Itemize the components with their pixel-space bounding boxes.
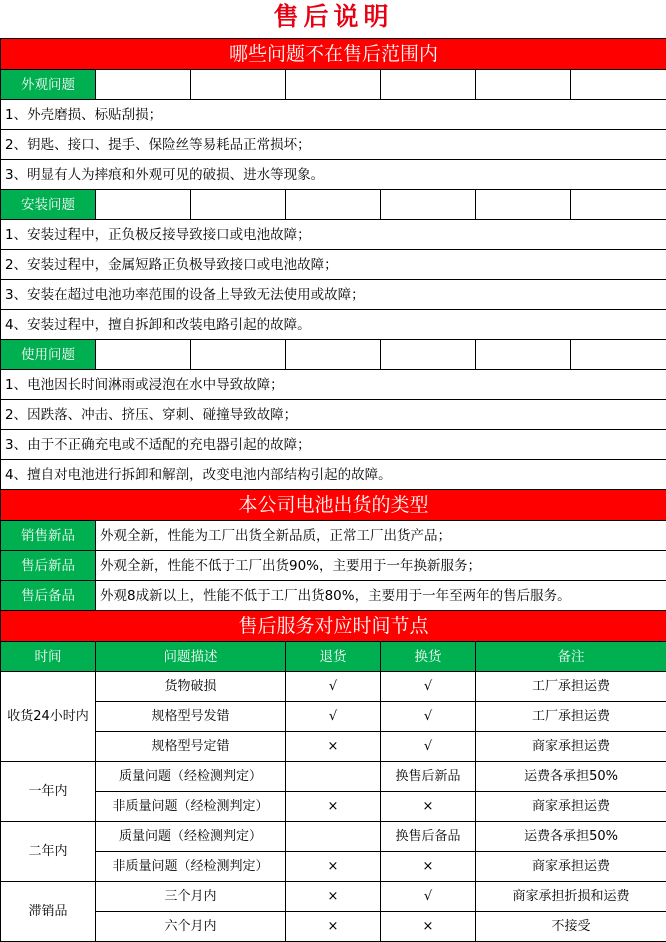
service-row (1, 672, 666, 702)
list-item (1, 430, 666, 460)
service-row (1, 762, 666, 792)
list-item (1, 250, 666, 280)
grid-cell (381, 190, 476, 220)
service-description: 六个月内 (96, 912, 286, 942)
grid-cell (96, 70, 191, 100)
grid-cell (476, 190, 571, 220)
excluded-item: 2、钥匙、接口、提手、保险丝等易耗品正常损坏； (1, 130, 666, 160)
service-time: 二年内 (1, 822, 96, 882)
service-row (1, 912, 666, 942)
excluded-item: 3、明显有人为摔痕和外观可见的破损、进水等现象。 (1, 160, 666, 190)
service-description: 非质量问题（经检测判定） (96, 792, 286, 822)
service-row (1, 732, 666, 762)
grid-cell (286, 340, 381, 370)
grid-cell (381, 70, 476, 100)
service-row (1, 882, 666, 912)
grid-cell (96, 340, 191, 370)
excluded-item: 4、擅自对电池进行拆卸和解剖，改变电池内部结构引起的故障。 (1, 460, 666, 490)
return-mark: √ (286, 672, 381, 702)
type-label: 售后备品 (1, 581, 96, 611)
excluded-item: 2、安装过程中，金属短路正负极导致接口或电池故障； (1, 250, 666, 280)
exchange-mark: × (381, 912, 476, 942)
service-description: 规格型号定错 (96, 732, 286, 762)
grid-cell (571, 190, 666, 220)
type-description: 外观全新，性能为工厂出货全新品质，正常工厂出货产品； (96, 521, 666, 551)
service-note: 工厂承担运费 (476, 702, 666, 732)
excluded-item: 1、电池因长时间淋雨或浸泡在水中导致故障； (1, 370, 666, 400)
grid-cell (191, 70, 286, 100)
list-item (1, 460, 666, 490)
exchange-mark: × (381, 792, 476, 822)
list-item (1, 160, 666, 190)
service-note: 商家承担运费 (476, 852, 666, 882)
exchange-mark: 换售后新品 (381, 762, 476, 792)
list-item (1, 400, 666, 430)
category-label: 外观问题 (1, 70, 96, 100)
service-time: 滞销品 (1, 882, 96, 942)
type-row (1, 551, 666, 581)
type-row (1, 521, 666, 551)
exchange-mark: √ (381, 702, 476, 732)
category-row (1, 190, 666, 220)
return-mark: × (286, 852, 381, 882)
title-row (1, 0, 666, 39)
grid-cell (286, 70, 381, 100)
excluded-item: 1、外壳磨损、标贴刮损； (1, 100, 666, 130)
section-heading-row (1, 611, 666, 642)
service-description: 质量问题（经检测判定） (96, 822, 286, 852)
page-title-text: 售后说明 (273, 2, 394, 31)
service-description: 非质量问题（经检测判定） (96, 852, 286, 882)
return-mark (286, 762, 381, 792)
service-row (1, 702, 666, 732)
excluded-item: 3、由于不正确充电或不适配的充电器引起的故障； (1, 430, 666, 460)
service-note: 运费各承担50% (476, 822, 666, 852)
category-label: 安装问题 (1, 190, 96, 220)
category-row (1, 340, 666, 370)
page-title (1, 0, 666, 39)
service-note: 运费各承担50% (476, 762, 666, 792)
return-mark: × (286, 732, 381, 762)
column-header-row (1, 642, 666, 672)
section-heading-row (1, 39, 666, 70)
grid-cell (571, 70, 666, 100)
type-label: 销售新品 (1, 521, 96, 551)
excluded-item: 2、因跌落、冲击、挤压、穿刺、碰撞导致故障； (1, 400, 666, 430)
service-note: 商家承担运费 (476, 732, 666, 762)
service-description: 三个月内 (96, 882, 286, 912)
exchange-mark: √ (381, 732, 476, 762)
type-description: 外观全新，性能不低于工厂出货90%，主要用于一年换新服务； (96, 551, 666, 581)
service-note: 工厂承担运费 (476, 672, 666, 702)
section-heading-row (1, 490, 666, 521)
return-mark: √ (286, 702, 381, 732)
service-heading: 售后服务对应时间节点 (1, 611, 666, 642)
list-item (1, 310, 666, 340)
service-note: 商家承担运费 (476, 792, 666, 822)
list-item (1, 100, 666, 130)
grid-cell (191, 190, 286, 220)
col-header-note: 备注 (476, 642, 666, 672)
category-label: 使用问题 (1, 340, 96, 370)
service-description: 质量问题（经检测判定） (96, 762, 286, 792)
col-header-time: 时间 (1, 642, 96, 672)
return-mark (286, 822, 381, 852)
excluded-item: 1、安装过程中，正负极反接导致接口或电池故障； (1, 220, 666, 250)
col-header-desc: 问题描述 (96, 642, 286, 672)
exchange-mark: 换售后备品 (381, 822, 476, 852)
grid-cell (191, 340, 286, 370)
service-time: 一年内 (1, 762, 96, 822)
type-description: 外观8成新以上，性能不低于工厂出货80%，主要用于一年至两年的售后服务。 (96, 581, 666, 611)
list-item (1, 220, 666, 250)
types-heading: 本公司电池出货的类型 (1, 490, 666, 521)
return-mark: × (286, 912, 381, 942)
list-item (1, 370, 666, 400)
grid-cell (476, 70, 571, 100)
category-row (1, 70, 666, 100)
grid-cell (476, 340, 571, 370)
service-description: 货物破损 (96, 672, 286, 702)
service-note: 商家承担折损和运费 (476, 882, 666, 912)
excluded-item: 3、安装在超过电池功率范围的设备上导致无法使用或故障； (1, 280, 666, 310)
type-label: 售后新品 (1, 551, 96, 581)
excluded-heading: 哪些问题不在售后范围内 (1, 39, 666, 70)
service-row (1, 822, 666, 852)
list-item (1, 280, 666, 310)
service-description: 规格型号发错 (96, 702, 286, 732)
service-time: 收货24小时内 (1, 672, 96, 762)
return-mark: × (286, 882, 381, 912)
exchange-mark: √ (381, 882, 476, 912)
grid-cell (96, 190, 191, 220)
type-row (1, 581, 666, 611)
service-row (1, 852, 666, 882)
grid-cell (381, 340, 476, 370)
service-note: 不接受 (476, 912, 666, 942)
return-mark: × (286, 792, 381, 822)
grid-cell (286, 190, 381, 220)
grid-cell (571, 340, 666, 370)
col-header-return: 退货 (286, 642, 381, 672)
list-item (1, 130, 666, 160)
exchange-mark: √ (381, 672, 476, 702)
exchange-mark: × (381, 852, 476, 882)
service-row (1, 792, 666, 822)
excluded-item: 4、安装过程中，擅自拆卸和改装电路引起的故障。 (1, 310, 666, 340)
col-header-exchange: 换货 (381, 642, 476, 672)
